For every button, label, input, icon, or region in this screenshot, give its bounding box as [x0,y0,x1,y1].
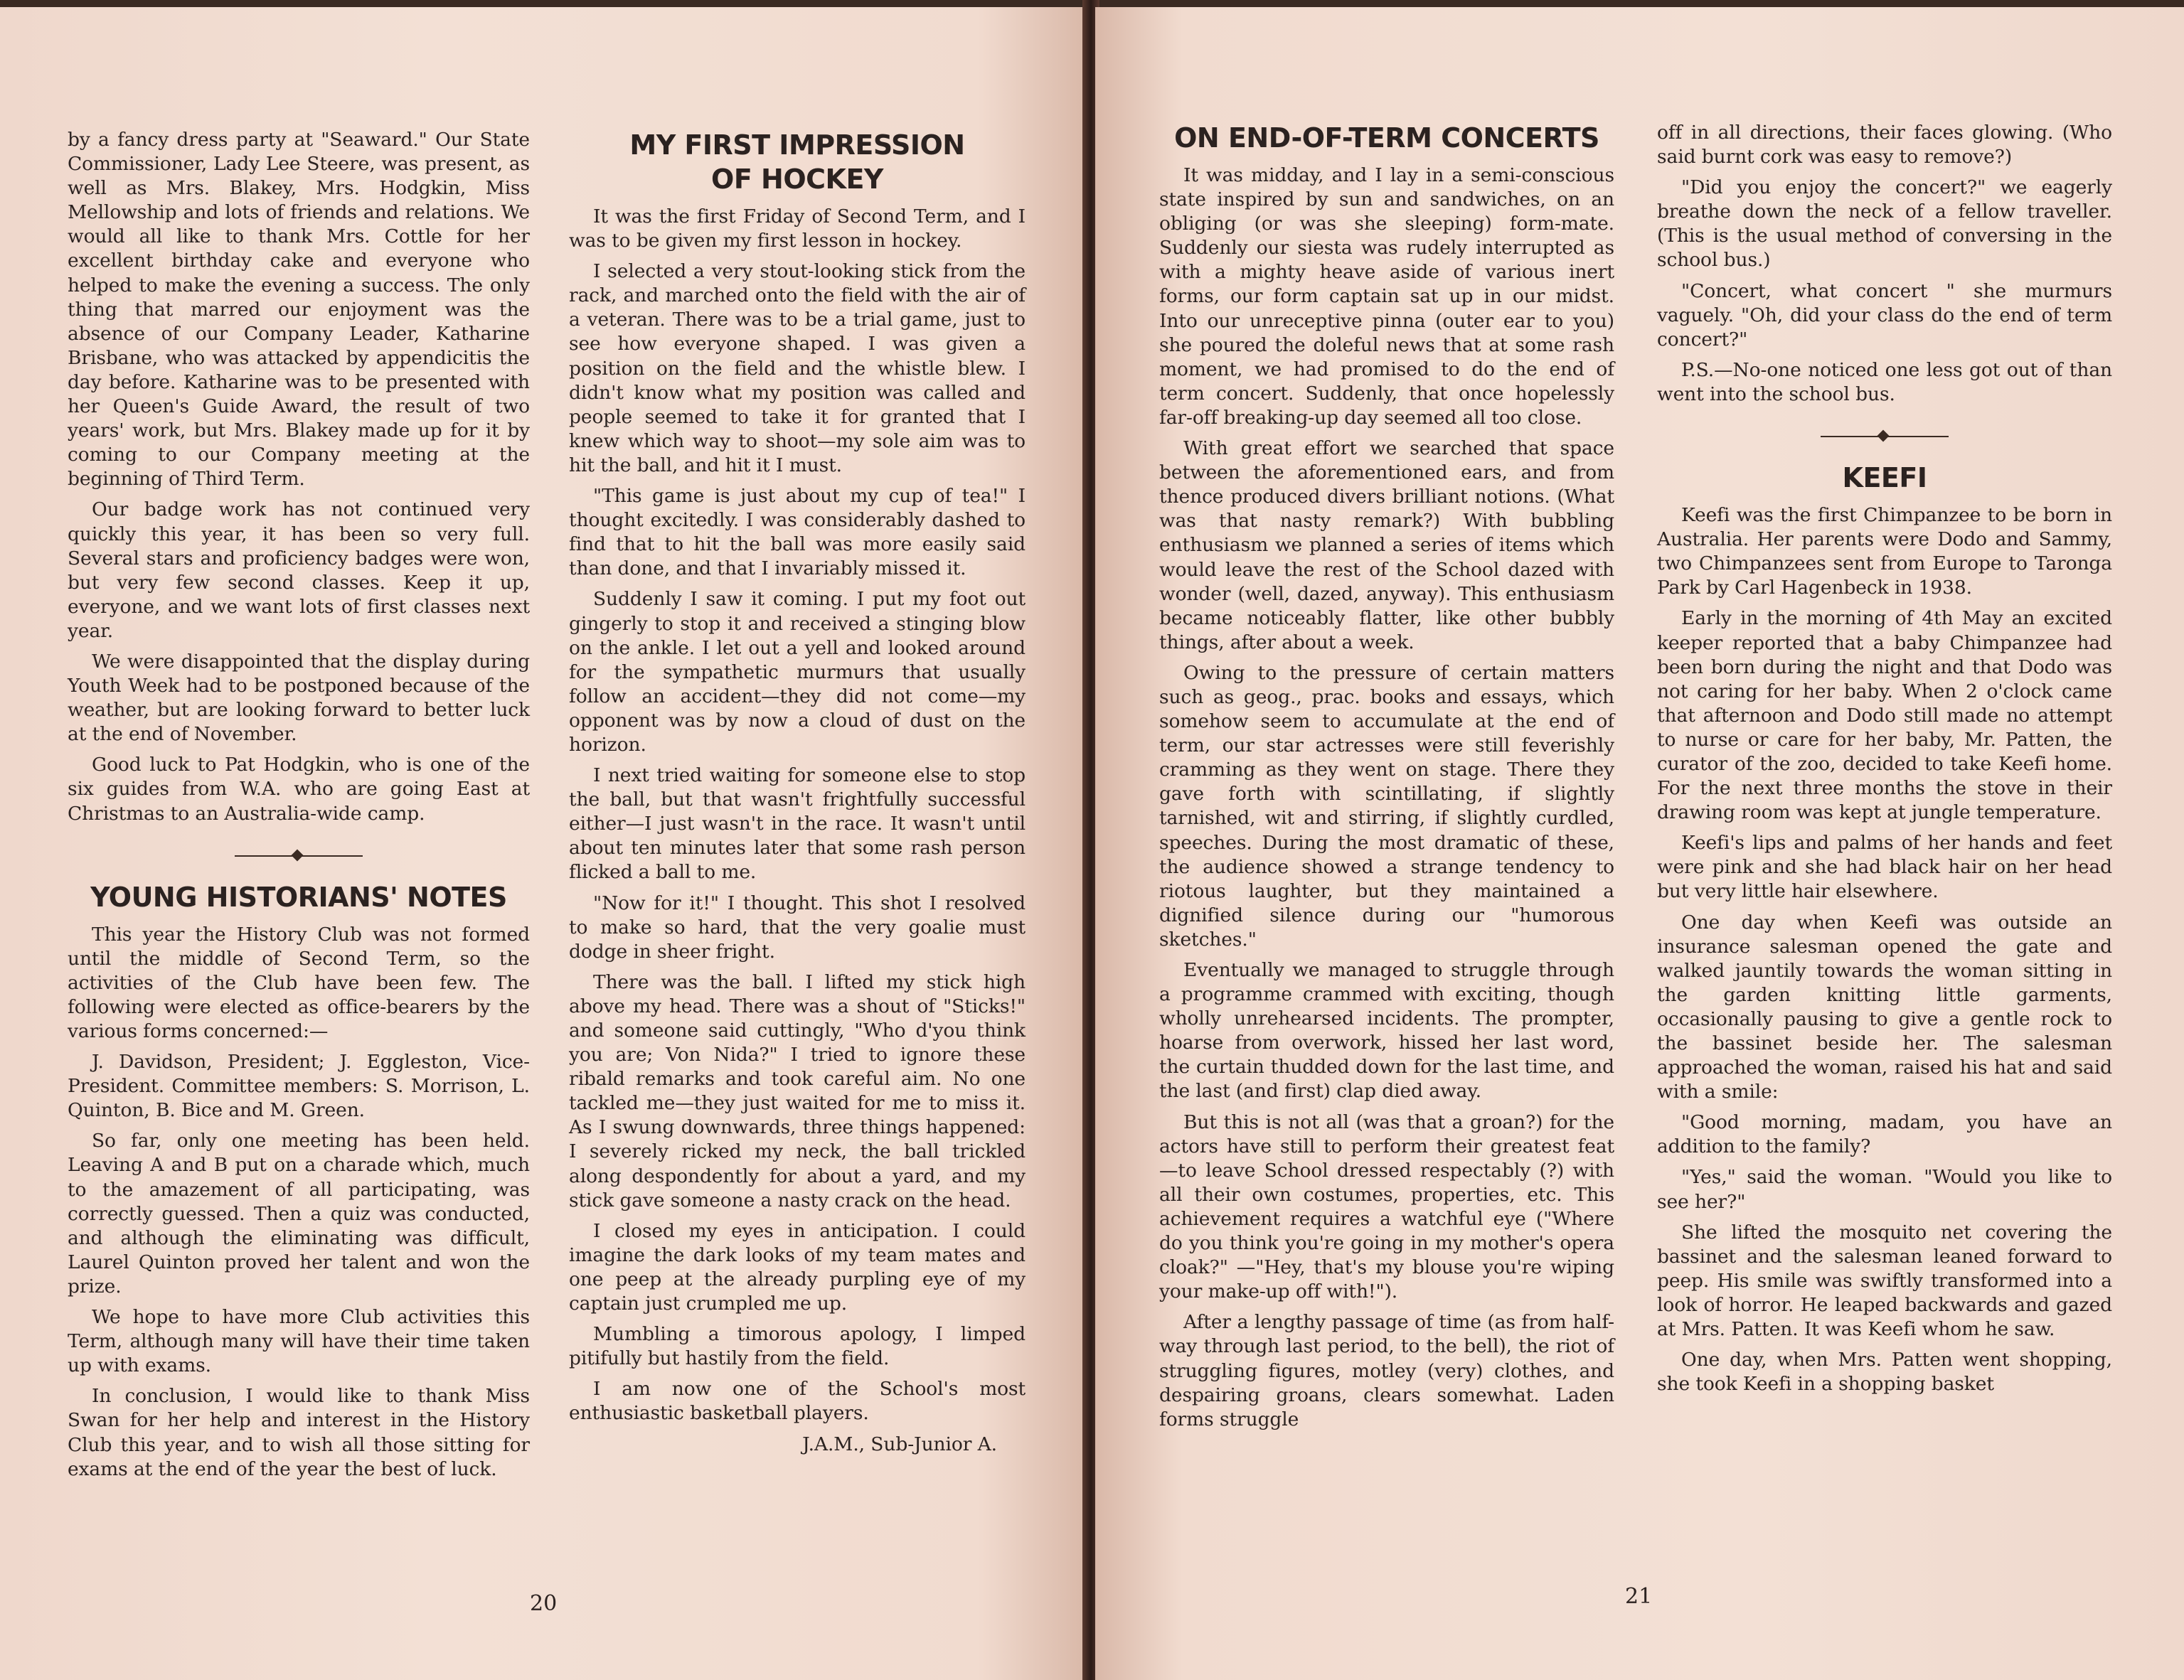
paragraph: off in all directions, their faces glowing. (Who said burnt cork was easy to remove?) [1657,122,2112,168]
paragraph: J. Davidson, President; J. Eggleston, Vice-President. Committee members: S. Morrison, L. Quinton, B. Bice and M. Green. [68,1051,530,1122]
right-column-2 [1657,121,2112,1403]
paragraph: "Good morning, madam, you have an addition to the family? [1657,1111,2112,1158]
paragraph: Owing to the pressure of certain matters such as geog., prac. books and essays, which somehow seem to accumulate at the end of term, our star actresses were still feverishly cramming as they went on stage. There they gave forth with scintillating, if slightly tarnished, wit and stirring, if slightly curdled, speeches. During the most dramatic of these, the audience showed a strange tendency to riotous laughter, but they maintained a dignified silence during our "humorous sketches." [1159,661,1614,951]
paragraph: It was midday, and I lay in a semi-conscious state inspired by sun and sandwiches, on an obliging (or was she sleeping) form-mate. Suddenly our siesta was rudely interrupted as with a mighty heave aside of various inert forms, our form captain sat up in our midst. Into our unreceptive pinna (outer ear to you) she poured the doleful news that at some rash moment, we had promised to do the end of term concert. Suddenly, that once hopelessly far-off breaking-up day seemed all too close. [1159,164,1614,429]
paragraph: by a fancy dress party at "Seaward." Our State Commissioner, Lady Lee Steere, was present, as well as Mrs. Blakey, Mrs. Hodgkin, Miss Mellowship and lots of friends and relations. We would all like to thank Mrs. Cottle for her excellent birthday cake and everyone who helped to make the evening a success. The only thing that marred our enjoyment was the absence of our Company Leader, Katharine Brisbane, who was attacked by appendicitis the day before. Katharine was to be presented with her Queen's Guide Award, the result of two years' work, but Mrs. Blakey made up for it by coming to our Company meeting at the beginning of Third Term. [68,129,530,491]
paragraph: "Concert, what concert " she murmurs vaguely. "Oh, did your class do the end of term concert?" [1657,279,2112,351]
historians-title: YOUNG HISTORIANS' NOTES [90,881,507,913]
section-divider [1657,422,2112,451]
paragraph: Mumbling a timorous apology, I limped pitifully but hastily from the field. [569,1323,1026,1370]
paragraph: Good luck to Pat Hodgkin, who is one of the six guides from W.A. who are going East at Christmas to an Australia-wide camp. [68,754,530,825]
paragraph: One day, when Mrs. Patten went shopping, she took Keefi in a shopping basket [1657,1349,2112,1396]
left-column-1 [68,128,530,1488]
paragraph: "Yes," said the woman. "Would you like to see her?" [1657,1166,2112,1213]
paragraph: But this is not all (was that a groan?) for the actors have still to perform their greatest feat—to leave School dressed respectably (?) with all their own costumes, properties, etc. This achievement requires a watchful eye ("Where do you think you're going in my mother's opera cloak?" —"Hey, that's my blouse you're wiping your make-up off with!"). [1159,1111,1614,1303]
paragraph: So far, only one meeting has been held. Leaving A and B put on a charade which, much to the amazement of all participating, was correctly guessed. Then a quiz was conducted, and although the eliminating was difficult, Laurel Quinton proved her talent and won the prize. [68,1130,530,1298]
paragraph: We were disappointed that the display during Youth Week had to be postponed because of the weather, but are looking forward to better luck at the end of November. [68,650,530,746]
hockey-signature: J.A.M., Sub-Junior A. [802,1433,997,1455]
paragraph: In conclusion, I would like to thank Miss Swan for her help and interest in the History Club this year, and to wish all those sitting for exams at the end of the year the best of luck. [68,1385,530,1480]
paragraph: I am now one of the School's most enthusiastic basketball players. [569,1378,1026,1425]
paragraph: "Did you enjoy the concert?" we eagerly breathe down the neck of a fellow traveller. (This is the usual method of conversing in the school bus.) [1657,176,2112,272]
concerts-title: ON END-OF-TERM CONCERTS [1174,122,1599,154]
paragraph: This year the History Club was not formed until the middle of Second Term, so the activities of the Club have been few. The following were elected as office-bearers by the various forms concerned:— [68,923,530,1042]
right-page [1095,7,2184,1680]
page-number: 21 [1625,1584,1653,1609]
paragraph: Keefi's lips and palms of her hands and feet were pink and she had black hair on her head but very little hair elsewhere. [1657,832,2112,903]
left-column-2 [569,128,1026,1463]
right-column-1 [1159,121,1614,1438]
paragraph: With great effort we searched that space between the aforementioned ears, and from thence produced divers brilliant notions. (What was that nasty remark?) With bubbling enthusiasm we planned a series of items which would leave the rest of the School dazed with wonder (well, dazed, anyway). This enthusiasm became noticeably flatter, like other bubbly things, after about a week. [1159,437,1614,653]
paragraph: I next tried waiting for someone else to stop the ball, but that wasn't frightfully successful either—I just wasn't in the race. It wasn't until about ten minutes later that some rash person flicked a ball to me. [569,764,1026,884]
paragraph: I closed my eyes in anticipation. I could imagine the dark looks of my team mates and one peep at the already purpling eye of my captain just crumpled me up. [569,1219,1026,1315]
paragraph: Suddenly I saw it coming. I put my foot out gingerly to stop it and received a stinging blow on the ankle. I let out a yell and looked around for the sympathetic murmurs that usually follow an accident—they did not come—my opponent was by now a cloud of dust on the horizon. [569,588,1026,756]
paragraph: "Now for it!" I thought. This shot I resolved to make so hard, that the very goalie must dodge in sheer fright. [569,892,1026,963]
keefi-title: KEEFI [1842,462,1927,494]
paragraph: She lifted the mosquito net covering the bassinet and the salesman leaned forward to peep. His smile was swiftly transformed into a look of horror. He leaped backwards and gazed at Mrs. Patten. It was Keefi whom he saw. [1657,1221,2112,1341]
left-page [0,7,1087,1680]
paragraph: Our badge work has not continued very quickly this year, it has been so very full. Several stars and proficiency badges were won, but very few second classes. Keep it up, everyone, and we want lots of first classes next year. [68,498,530,642]
section-divider [68,842,530,870]
paragraph: After a lengthy passage of time (as from half-way through last period, to the bell), the riot of struggling figures, motley (very) clothes, and despairing groans, clears somewhat. Laden forms struggle [1159,1311,1614,1430]
paragraph: It was the first Friday of Second Term, and I was to be given my first lesson in hockey. [569,205,1026,252]
paragraph: Keefi was the first Chimpanzee to be born in Australia. Her parents were Dodo and Sammy, two Chimpanzees sent from Europe to Taronga Park by Carl Hagenbeck in 1938. [1657,504,2112,599]
paragraph: "This game is just about my cup of tea!" I thought excitedly. I was considerably dashed to find that to hit the ball was more easily said than done, and that I invariably missed it. [569,485,1026,580]
paragraph: Eventually we managed to struggle through a programme crammed with exciting, though wholly unrehearsed incidents. The prompter, hoarse from overwork, hissed her last word, the curtain thudded down for the last time, and the last (and first) clap died away. [1159,959,1614,1103]
paragraph: There was the ball. I lifted my stick high above my head. There was a shout of "Sticks!" and someone said cuttingly, "Who d'you think you are; Von Nida?" I tried to ignore these ribald remarks and took careful aim. No one tackled me—they just waited for me to miss it. As I swung downwards, three things happened: I severely ricked my neck, the ball trickled along despondently for about a yard, and my stick gave someone a nasty crack on the head. [569,970,1026,1211]
paragraph: I selected a very stout-looking stick from the rack, and marched onto the field with the air of a veteran. There was to be a trial game, just to see how everyone shaped. I was given a position on the field and the whistle blew. I didn't know what my position was called and people seemed to take it for granted that I knew which way to shoot—my sole aim was to hit the ball, and hit it I must. [569,260,1026,476]
paragraph: We hope to have more Club activities this Term, although many will have their time taken up with exams. [68,1306,530,1377]
paragraph: One day when Keefi was outside an insurance salesman opened the gate and walked jauntily towards the woman sitting in the garden knitting little garments, occasionally pausing to give a gentle rock to the bassinet beside her. The salesman approached the woman, raised his hat and said with a smile: [1657,911,2112,1103]
hockey-title: MY FIRST IMPRESSION OF HOCKEY [629,129,965,195]
page-number: 20 [530,1591,558,1616]
paragraph: P.S.—No-one noticed one less got out of than went into the school bus. [1657,358,2112,405]
paragraph: Early in the morning of 4th May an excited keeper reported that a baby Chimpanzee had been born during the night and that Dodo was not caring for her baby. When 2 o'clock came that afternoon and Dodo still made no attempt to nurse or care for her baby, Mr. Patten, the curator of the zoo, decided to take Keefi home. For the next three months the stove in their drawing room was kept at jungle temperature. [1657,607,2112,824]
